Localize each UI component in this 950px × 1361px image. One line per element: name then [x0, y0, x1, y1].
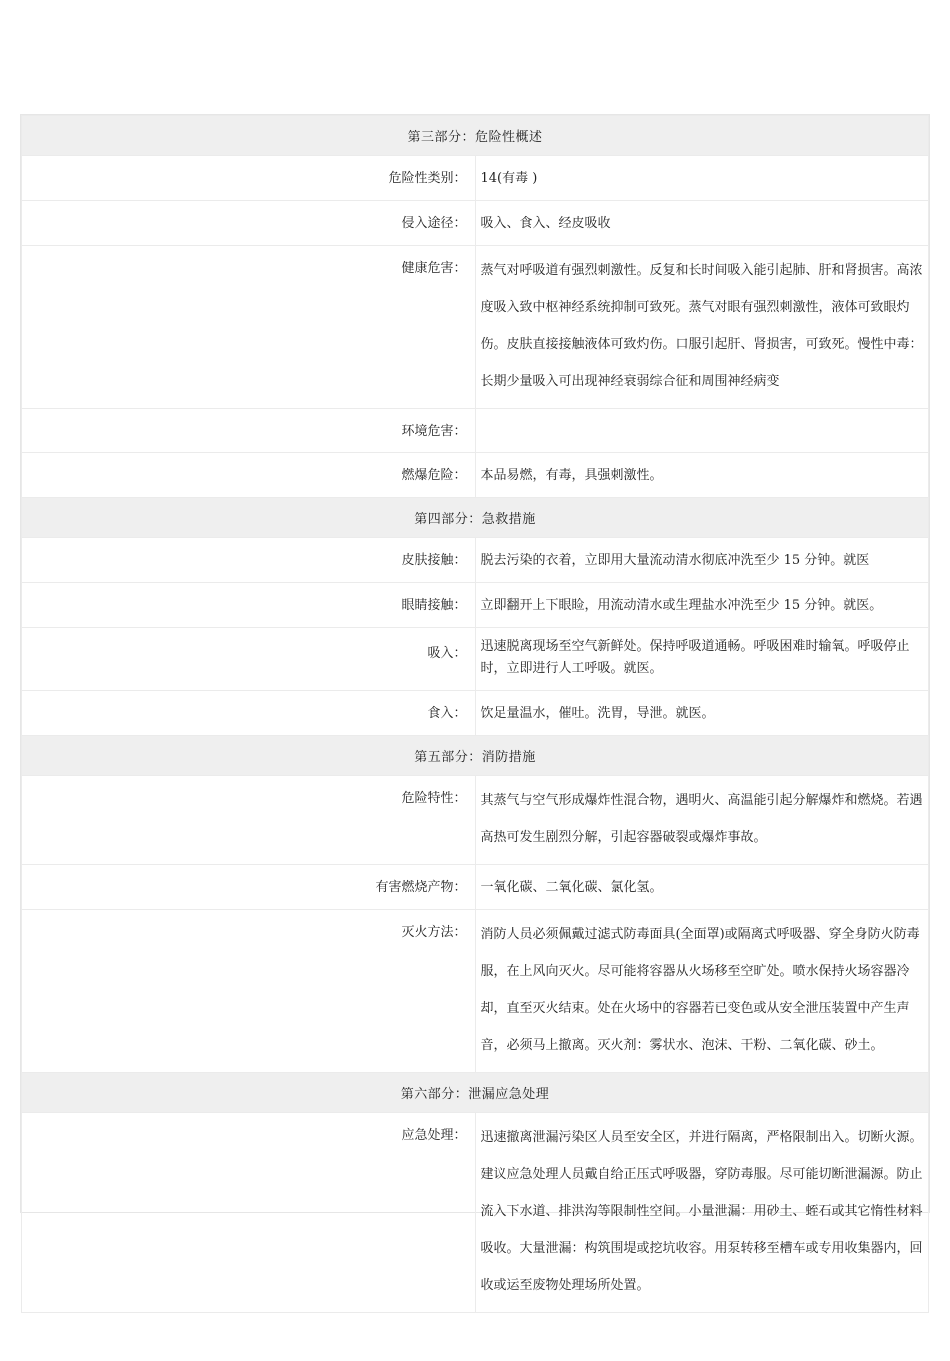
- row-label: 健康危害：: [22, 246, 476, 409]
- msds-table: [21, 115, 929, 1313]
- section-title: 第三部分：危险性概述: [22, 116, 929, 156]
- row-value: 其蒸气与空气形成爆炸性混合物，遇明火、高温能引起分解爆炸和燃烧。若遇高热可发生剧烈分解，引起容器破裂或爆炸事故。: [475, 776, 929, 865]
- row-label: 眼睛接触：: [22, 583, 476, 628]
- table-row: [22, 246, 929, 409]
- section-title: 第六部分：泄漏应急处理: [22, 1073, 929, 1113]
- table-row: [22, 156, 929, 201]
- row-value: 蒸气对呼吸道有强烈刺激性。反复和长时间吸入能引起肺、肝和肾损害。高浓度吸入致中枢神经系统抑制可致死。蒸气对眼有强烈刺激性，液体可致眼灼伤。皮肤直接接触液体可致灼伤。口服引起肝、肾损害，可致死。慢性中毒：长期少量吸入可出现神经衰弱综合征和周围神经病变: [475, 246, 929, 409]
- table-row: [22, 776, 929, 865]
- table-row: [22, 583, 929, 628]
- section-title: 第四部分：急救措施: [22, 498, 929, 538]
- table-row: [22, 691, 929, 736]
- row-value: 吸入、食入、经皮吸收: [475, 201, 929, 246]
- msds-document: [20, 114, 930, 1293]
- row-label: 食入：: [22, 691, 476, 736]
- row-label: 皮肤接触：: [22, 538, 476, 583]
- table-row: [22, 1113, 929, 1313]
- row-label: 侵入途径：: [22, 201, 476, 246]
- row-value: [475, 409, 929, 453]
- section-title: 第五部分：消防措施: [22, 736, 929, 776]
- table-row: [22, 201, 929, 246]
- table-row: [22, 865, 929, 910]
- row-label: 有害燃烧产物：: [22, 865, 476, 910]
- row-label: 环境危害：: [22, 409, 476, 453]
- row-label: 应急处理：: [22, 1113, 476, 1313]
- table-row: [22, 628, 929, 691]
- row-value: 迅速脱离现场至空气新鲜处。保持呼吸道通畅。呼吸困难时输氧。呼吸停止时，立即进行人工呼吸。就医。: [475, 628, 929, 691]
- row-label: 灭火方法：: [22, 910, 476, 1073]
- row-value: 饮足量温水，催吐。洗胃，导泄。就医。: [475, 691, 929, 736]
- row-value: 立即翻开上下眼睑，用流动清水或生理盐水冲洗至少 15 分钟。就医。: [475, 583, 929, 628]
- row-value: 脱去污染的衣着，立即用大量流动清水彻底冲洗至少 15 分钟。就医: [475, 538, 929, 583]
- row-label: 危险特性：: [22, 776, 476, 865]
- section-header-fire-fighting: [22, 736, 929, 776]
- row-label: 危险性类别：: [22, 156, 476, 201]
- table-row: [22, 538, 929, 583]
- table-row: [22, 910, 929, 1073]
- section-header-hazards: [22, 116, 929, 156]
- row-value: 迅速撤离泄漏污染区人员至安全区，并进行隔离，严格限制出入。切断火源。建议应急处理人员戴自给正压式呼吸器，穿防毒服。尽可能切断泄漏源。防止流入下水道、排洪沟等限制性空间。小量泄漏：用砂土、蛭石或其它惰性材料吸收。大量泄漏：构筑围堤或挖坑收容。用泵转移至槽车或专用收集器内，回收或运至废物处理场所处置。: [475, 1113, 929, 1313]
- row-label: 吸入：: [22, 628, 476, 691]
- section-header-spill-response: [22, 1073, 929, 1113]
- row-value: 消防人员必须佩戴过滤式防毒面具(全面罩)或隔离式呼吸器、穿全身防火防毒服，在上风向灭火。尽可能将容器从火场移至空旷处。喷水保持火场容器冷却，直至灭火结束。处在火场中的容器若已变色或从安全泄压装置中产生声音，必须马上撤离。灭火剂：雾状水、泡沫、干粉、二氧化碳、砂土。: [475, 910, 929, 1073]
- table-row: [22, 409, 929, 453]
- row-value: 14(有毒 ): [475, 156, 929, 201]
- row-label: 燃爆危险：: [22, 453, 476, 498]
- row-value: 本品易燃，有毒，具强刺激性。: [475, 453, 929, 498]
- table-row: [22, 453, 929, 498]
- table-footer-space: [21, 1313, 929, 1361]
- row-value: 一氧化碳、二氧化碳、氯化氢。: [475, 865, 929, 910]
- section-header-first-aid: [22, 498, 929, 538]
